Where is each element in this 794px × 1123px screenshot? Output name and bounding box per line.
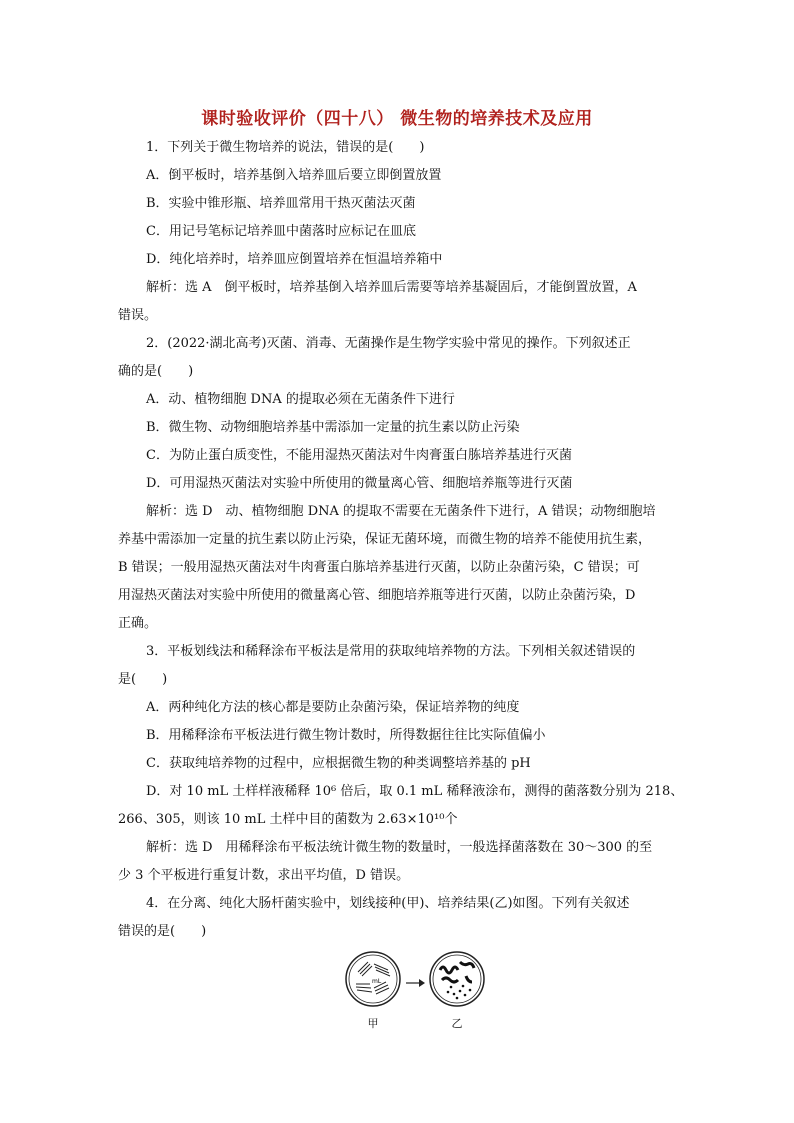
- streak-plate-figure: [118, 950, 680, 1042]
- svg-text:mL: mL: [372, 978, 382, 985]
- q2-option-b: B．微生物、动物细胞培养基中需添加一定量的抗生素以防止污染: [146, 420, 520, 435]
- q3-option-c: C．获取纯培养物的过程中，应根据微生物的种类调整培养基的 pH: [146, 756, 531, 771]
- q3-option-a: A．两种纯化方法的核心都是要防止杂菌污染，保证培养物的纯度: [146, 700, 520, 715]
- q3-option-d: D．对 10 mL 土样样液稀释 10⁶ 倍后，取 0.1 mL 稀释液涂布，测得的菌落数分别为 218、: [146, 784, 684, 799]
- q1-option-a: A．倒平板时，培养基倒入培养皿后要立即倒置放置: [146, 168, 442, 183]
- q2-analysis: 用湿热灭菌法对实验中所使用的微量离心管、细胞培养瓶等进行灭菌，以防止杂菌污染，D: [118, 588, 636, 603]
- q2-option-a: A．动、植物细胞 DNA 的提取必须在无菌条件下进行: [146, 392, 455, 407]
- q1-stem: 1．下列关于微生物培养的说法，错误的是( ): [146, 140, 425, 155]
- q4-stem: 4．在分离、纯化大肠杆菌实验中，划线接种(甲)、培养结果(乙)如图。下列有关叙述: [146, 896, 630, 911]
- q3-option-d: 266、305，则该 10 mL 土样中目的菌数为 2.63×10¹⁰个: [118, 812, 458, 827]
- q1-option-c: C．用记号笔标记培养皿中菌落时应标记在皿底: [146, 224, 416, 239]
- q1-option-d: D．纯化培养时，培养皿应倒置培养在恒温培养箱中: [146, 252, 443, 267]
- q2-analysis: B 错误；一般用湿热灭菌法对牛肉膏蛋白胨培养基进行灭菌，以防止杂菌污染，C 错误；可: [118, 560, 640, 575]
- q2-analysis: 解析：选 D 动、植物细胞 DNA 的提取不需要在无菌条件下进行，A 错误；动物细胞培: [146, 504, 656, 519]
- q3-analysis: 少 3 个平板进行重复计数，求出平均值，D 错误。: [118, 868, 410, 883]
- figure-label-yi: 乙: [451, 1017, 463, 1030]
- q2-analysis: 养基中需添加一定量的抗生素以防止污染，保证无菌环境，而微生物的培养不能使用抗生素，: [118, 532, 652, 547]
- q1-analysis: 解析：选 A 倒平板时，培养基倒入培养皿后需要等培养基凝固后，才能倒置放置，A: [146, 280, 637, 295]
- q2-analysis: 正确。: [118, 616, 158, 631]
- page-title: 课时验收评价（四十八） 微生物的培养技术及应用: [201, 109, 593, 129]
- q3-stem: 是( ): [118, 672, 168, 687]
- q1-option-b: B．实验中锥形瓶、培养皿常用干热灭菌法灭菌: [146, 196, 416, 211]
- arrow-icon: [406, 972, 426, 1000]
- q2-stem: 2．(2022·湖北高考)灭菌、消毒、无菌操作是生物学实验中常见的操作。下列叙述正: [146, 336, 631, 351]
- q1-analysis: 错误。: [118, 308, 158, 323]
- q4-stem: 错误的是( ): [118, 924, 207, 939]
- figure-label-jia: 甲: [367, 1017, 379, 1030]
- q2-option-c: C．为防止蛋白质变性，不能用湿热灭菌法对牛肉膏蛋白胨培养基进行灭菌: [146, 448, 572, 463]
- culture-result-dish-right: [428, 950, 486, 1008]
- q3-analysis: 解析：选 D 用稀释涂布平板法统计微生物的数量时，一般选择菌落数在 30～300 的至: [146, 840, 653, 855]
- q2-option-d: D．可用湿热灭菌法对实验中所使用的微量离心管、细胞培养瓶等进行灭菌: [146, 476, 573, 491]
- q3-stem: 3．平板划线法和稀释涂布平板法是常用的获取纯培养物的方法。下列相关叙述错误的: [146, 644, 636, 659]
- streak-plate-dish-left: [344, 950, 402, 1008]
- question-list: [118, 134, 684, 1042]
- q2-stem: 确的是( ): [118, 364, 194, 379]
- q3-option-b: B．用稀释涂布平板法进行微生物计数时，所得数据往往比实际值偏小: [146, 728, 546, 743]
